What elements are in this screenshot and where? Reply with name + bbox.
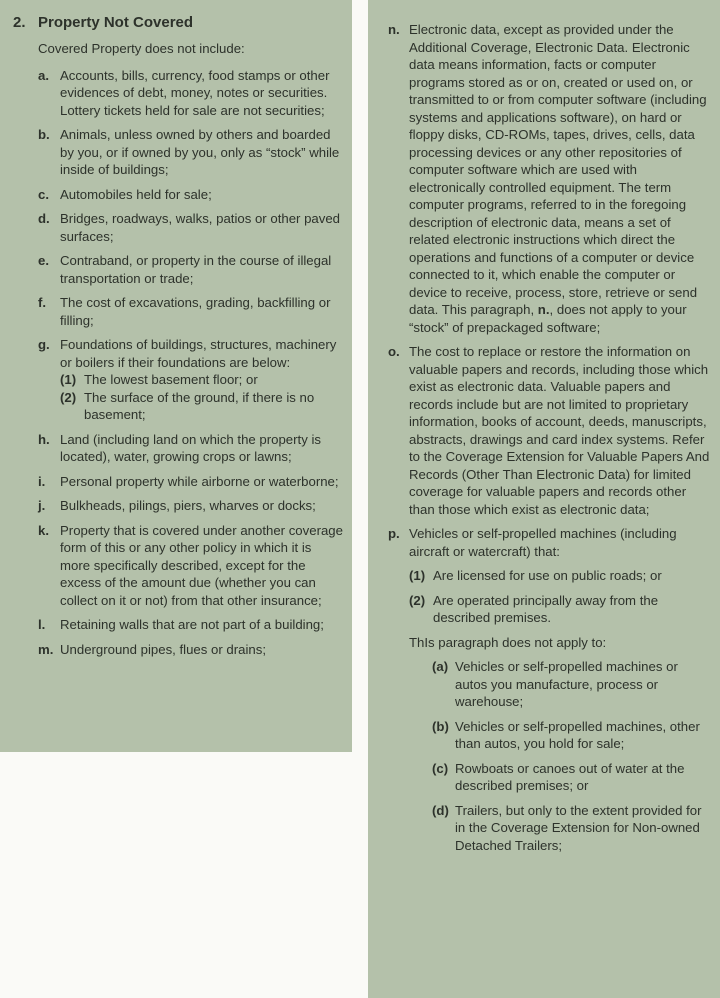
- subitem-label: (2): [409, 592, 426, 608]
- item-label: d.: [38, 211, 50, 226]
- item-text: Accounts, bills, currency, food stamps or other evidences of debt, money, notes or securities. Lottery tickets held for sale are not securities;: [60, 67, 330, 118]
- item-label: o.: [388, 344, 400, 359]
- subitem-text: Are operated principally away from the described premises.: [433, 592, 659, 625]
- item-text: Automobiles held for sale;: [60, 186, 212, 202]
- subitem-text: Are licensed for use on public roads; or: [433, 568, 662, 583]
- item-text: Contraband, or property in the course of illegal transportation or trade;: [60, 253, 332, 286]
- item-label: k.: [38, 522, 49, 538]
- item-text: Retaining walls that are not part of a building;: [60, 617, 324, 632]
- exclusion-item-f: [38, 294, 344, 329]
- subitem-d: [432, 802, 712, 855]
- left-column-panel: [0, 0, 352, 752]
- subitem-text: Vehicles or self-propelled machines or autos you manufacture, process or warehouse;: [455, 659, 678, 709]
- subitem-label: (d): [432, 802, 449, 818]
- subitem-label: (2): [60, 389, 77, 405]
- item-text: Land (including land on which the property is located), water, growing crops or lawns;: [60, 431, 321, 464]
- subitem-label: (b): [432, 718, 449, 734]
- subitem-label: (1): [60, 372, 77, 387]
- exclusion-item-k: [38, 522, 344, 610]
- subitem-label: (1): [409, 568, 426, 583]
- exclusion-item-a: [38, 67, 344, 120]
- item-text-block: [409, 525, 712, 854]
- item-label: a.: [38, 67, 49, 83]
- right-column-panel: [368, 0, 720, 998]
- item-text: The cost to replace or restore the information on valuable papers and records, including those which exist as electronic data. Valuable papers and records include but are not limited to proprietary information, books of account, deeds, manuscripts, abstracts, drawings and card index systems. Refer to the Coverage Extension for Valuable Papers And Records (Other Than Electronic Data) for limited coverage for valuable papers and records other than those which exist as electronic data;: [409, 344, 710, 517]
- item-text: Animals, unless owned by others and boarded by you, or if owned by you, only as “stock” while inside of buildings;: [60, 127, 340, 177]
- subitem-text: Vehicles or self-propelled machines, other than autos, you hold for sale;: [455, 718, 700, 751]
- subitem-a: [432, 658, 712, 711]
- item-text: Property that is covered under another coverage form of this or any other policy in which it is more specifically described, except for the excess of the amount due (whether you can collect on it or not) from that other insurance;: [60, 522, 343, 608]
- item-text: Underground pipes, flues or drains;: [60, 641, 266, 657]
- item-text: [409, 21, 712, 336]
- section-intro: Covered Property does not include:: [38, 41, 245, 56]
- subitem-text: Rowboats or canoes out of water at the described premises; or: [455, 760, 685, 793]
- section-title: Property Not Covered: [38, 14, 194, 31]
- item-label: e.: [38, 253, 49, 268]
- item-text: Vehicles or self-propelled machines (including aircraft or watercraft) that:: [409, 526, 677, 559]
- item-label: f.: [38, 295, 47, 310]
- item-bold-ref: n.: [537, 302, 550, 317]
- exclusion-item-n: [388, 21, 712, 336]
- exclusion-item-m: [38, 641, 344, 659]
- exclusion-item-h: [38, 431, 344, 466]
- exclusion-item-l: [38, 616, 344, 634]
- exclusion-item-c: [38, 186, 344, 204]
- item-label: i.: [38, 473, 46, 489]
- item-text: Personal property while airborne or waterborne;: [60, 473, 339, 489]
- item-label: b.: [38, 127, 50, 142]
- item-text-after: , does not apply to your “stock” of prepackaged software;: [409, 302, 687, 335]
- item-text-before: Electronic data, except as provided under the Additional Coverage, Electronic Data. Electronic data means information, facts or computer programs stored as or on, created or used on, or transmitted to or from computer software (including systems and applications software), on hard or floppy disks, CD-ROMs, tapes, drives, cells, data processing devices or any other repositories of computer software which are used with electronically controlled equipment. The term computer programs, referred to in the foregoing description of electronic data, means a set of related electronic instructions which direct the operations and functions of a computer or device connected to it, which enable the computer or device to receive, process, store, retrieve or send data. This paragraph,: [409, 22, 707, 317]
- section-heading: [13, 13, 344, 58]
- exclusion-item-b: [38, 126, 344, 179]
- exclusion-item-o: [388, 343, 712, 518]
- item-label: j.: [38, 498, 46, 513]
- exclusion-item-g: [38, 336, 344, 424]
- item-label: c.: [38, 186, 49, 202]
- exclusion-item-d: [38, 210, 344, 245]
- paragraph-note: ThIs paragraph does not apply to:: [409, 634, 607, 650]
- item-label: h.: [38, 431, 50, 447]
- subitem-1: [60, 371, 344, 389]
- item-label: m.: [38, 641, 54, 657]
- item-label: g.: [38, 337, 50, 352]
- section-heading-text: [38, 13, 245, 58]
- subitem-label: (c): [432, 760, 449, 776]
- exclusion-item-p: [388, 525, 712, 854]
- item-text-block: [60, 336, 344, 424]
- item-text: Bulkheads, pilings, piers, wharves or docks;: [60, 498, 316, 513]
- exclusion-list-left: [38, 67, 344, 659]
- subitem-c: [432, 760, 712, 795]
- exclusion-item-i: [38, 473, 344, 491]
- item-label: n.: [388, 22, 400, 37]
- subitem-text: Trailers, but only to the extent provided for in the Coverage Extension for Non-owned Detached Trailers;: [455, 802, 702, 853]
- item-text: Foundations of buildings, structures, machinery or boilers if their foundations are below:: [60, 337, 337, 370]
- exclusion-item-j: [38, 497, 344, 515]
- item-label: l.: [38, 617, 46, 632]
- exclusion-list-right: [388, 21, 712, 854]
- subitem-b: [432, 718, 712, 753]
- item-text: Bridges, roadways, walks, patios or other paved surfaces;: [60, 211, 341, 244]
- column-gutter: [352, 0, 368, 998]
- subitem-text: The lowest basement floor; or: [84, 372, 258, 387]
- item-label: p.: [388, 526, 400, 541]
- section-number: 2.: [13, 14, 26, 31]
- subitem-label: (a): [432, 659, 449, 674]
- item-text: The cost of excavations, grading, backfilling or filling;: [60, 295, 331, 328]
- sub2-list: [432, 658, 712, 854]
- subitem-1: [409, 567, 712, 585]
- subitem-2: [60, 389, 344, 424]
- subitem-text: The surface of the ground, if there is no basement;: [84, 389, 315, 422]
- subitem-2: [409, 592, 712, 627]
- exclusion-item-e: [38, 252, 344, 287]
